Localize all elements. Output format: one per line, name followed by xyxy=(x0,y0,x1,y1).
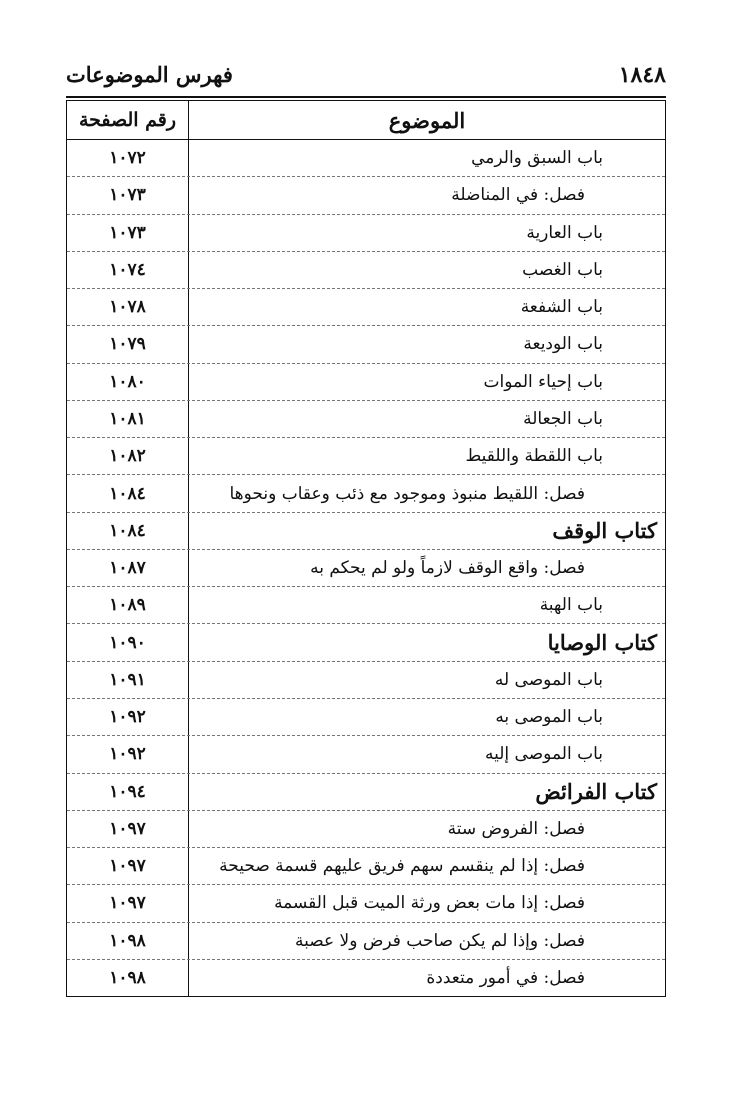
toc-row xyxy=(67,475,665,512)
toc-body xyxy=(67,140,665,996)
topic-column-header: الموضوع xyxy=(388,107,466,133)
toc-row xyxy=(67,587,665,624)
toc-topic: باب الغصب xyxy=(522,259,603,280)
toc-row xyxy=(67,326,665,363)
toc-page-number: ١٠٧٣ xyxy=(67,215,189,251)
page-column-header: رقم الصفحة xyxy=(67,101,189,139)
toc-row xyxy=(67,215,665,252)
toc-topic: كتاب الوقف xyxy=(552,518,657,544)
toc-row xyxy=(67,401,665,438)
toc-topic: كتاب الوصايا xyxy=(547,630,657,656)
toc-row xyxy=(67,550,665,587)
toc-topic: فصل: إذا لم ينقسم سهم فريق عليهم قسمة صحيحة xyxy=(219,856,585,877)
toc-topic: باب الشفعة xyxy=(520,297,603,318)
toc-row xyxy=(67,252,665,289)
toc-row xyxy=(67,960,665,996)
toc-row xyxy=(67,289,665,326)
toc-topic: فصل: في أمور متعددة xyxy=(426,967,585,988)
toc-page-number: ١٠٧٩ xyxy=(67,326,189,362)
toc-topic: باب الموصى إليه xyxy=(485,744,603,765)
toc-page-number: ١٠٧٣ xyxy=(67,177,189,213)
toc-topic: باب الهبة xyxy=(539,595,603,616)
toc-topic: فصل: وإذا لم يكن صاحب فرض ولا عصبة xyxy=(295,930,585,951)
toc-page-number: ١٠٩٨ xyxy=(67,960,189,996)
toc-topic: فصل: واقع الوقف لازماً ولو لم يحكم به xyxy=(310,558,585,579)
toc-book-row xyxy=(67,513,665,550)
toc-page-number: ١٠٨٧ xyxy=(67,550,189,586)
toc-page-number: ١٠٨٤ xyxy=(67,475,189,511)
toc-topic: باب الجعالة xyxy=(523,408,603,429)
toc-topic: باب الموصى له xyxy=(494,669,603,690)
toc-row xyxy=(67,811,665,848)
toc-row xyxy=(67,885,665,922)
toc-page-number: ١٠٩٢ xyxy=(67,736,189,772)
toc-page-number: ١٠٩٧ xyxy=(67,811,189,847)
toc-topic: باب السبق والرمي xyxy=(471,148,603,169)
page-number: ١٨٤٨ xyxy=(618,62,666,88)
toc-page-number: ١٠٩٧ xyxy=(67,885,189,921)
toc-page-number: ١٠٩٢ xyxy=(67,699,189,735)
toc-page-number: ١٠٨١ xyxy=(67,401,189,437)
toc-page-number: ١٠٩٧ xyxy=(67,848,189,884)
toc-table xyxy=(66,100,666,997)
toc-row xyxy=(67,848,665,885)
toc-book-row xyxy=(67,624,665,661)
page-header xyxy=(66,56,666,98)
toc-row xyxy=(67,177,665,214)
toc-topic: فصل: اللقيط منبوذ وموجود مع ذئب وعقاب ونحوها xyxy=(229,483,585,504)
toc-page-number: ١٠٨٩ xyxy=(67,587,189,623)
toc-topic: باب الموصى به xyxy=(495,707,603,728)
toc-topic: باب الوديعة xyxy=(523,334,603,355)
toc-page-number: ١٠٧٤ xyxy=(67,252,189,288)
toc-topic: فصل: في المناضلة xyxy=(451,185,585,206)
toc-row xyxy=(67,140,665,177)
toc-topic: باب إحياء الموات xyxy=(483,371,603,392)
toc-row xyxy=(67,438,665,475)
toc-header-row xyxy=(67,101,665,140)
toc-row xyxy=(67,923,665,960)
toc-page-number: ١٠٨٠ xyxy=(67,364,189,400)
toc-page-number: ١٠٧٨ xyxy=(67,289,189,325)
running-title: فهرس الموضوعات xyxy=(66,62,233,87)
toc-row xyxy=(67,662,665,699)
toc-page-number: ١٠٨٢ xyxy=(67,438,189,474)
toc-topic: باب العارية xyxy=(526,222,603,243)
toc-page-number: ١٠٩١ xyxy=(67,662,189,698)
toc-page-number: ١٠٩٠ xyxy=(67,624,189,660)
toc-row xyxy=(67,364,665,401)
toc-topic: باب اللقطة واللقيط xyxy=(465,446,603,467)
toc-page-number: ١٠٩٤ xyxy=(67,774,189,810)
toc-page-number: ١٠٨٤ xyxy=(67,513,189,549)
toc-book-row xyxy=(67,774,665,811)
toc-topic: فصل: الفروض ستة xyxy=(447,818,585,839)
toc-topic: فصل: إذا مات بعض ورثة الميت قبل القسمة xyxy=(274,893,585,914)
toc-row xyxy=(67,699,665,736)
toc-page-number: ١٠٩٨ xyxy=(67,923,189,959)
toc-page-number: ١٠٧٢ xyxy=(67,140,189,176)
toc-topic: كتاب الفرائض xyxy=(535,779,657,805)
toc-row xyxy=(67,736,665,773)
